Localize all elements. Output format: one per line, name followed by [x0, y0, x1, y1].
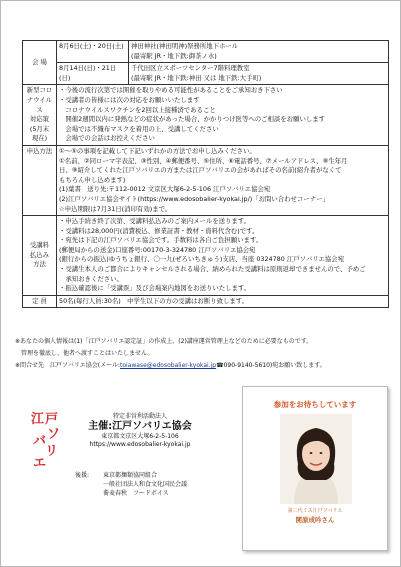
apply-label: 申込方法 [23, 145, 57, 215]
edo-sobalier-logo: 江 戸 ソ バ リ エ [31, 412, 61, 471]
course-info-table [22, 40, 389, 308]
privacy-note-2: 管理を徹底し、他者へ渡すことはいたしません。 [15, 350, 154, 357]
session2-place-name: 千代田区立スポーツセンター7階料理教室 [131, 64, 250, 73]
welcome-card [242, 386, 388, 551]
fee-label: 受講料 払込み 方法 [23, 216, 57, 296]
organizer-type: 特定非営利活動法人 [112, 413, 167, 420]
venue-row-2 [23, 63, 389, 85]
session2-place [129, 63, 389, 85]
session1-place-name: 神田神社(神田明神)祭務所地下ホール [131, 42, 239, 50]
session2-dates: 8月14日(日)・21日(日) [57, 63, 129, 85]
fee-content: ・申込手続き終了次第、受講料払込みのご案内メールを送ります。 ・受講料は28,000円(消費税込、修業証書・教材・資料代含む)です。 ・宛先は下記の江戸ソバリエ協会です。手数料は各自ご負担願います。 (郵便局からの送金)口座番号:00170-3-324780 江戸ソバリエ協会宛 (銀行からの振込)ゆうちょ銀行、〇一九(ぜろいちきゅう)支店、当座 0324780 江戸ソバリエ協会宛 ・受講生本人のご都合によりキャンセルされる場合、納められた受講料は原則返却できませんので、予めご 承知おきください。 ・振込確認後に「受講票」及び会場案内地図をお送りいたします。 [57, 216, 389, 296]
organizer-url[interactable]: https://www.edosobalier-kyokai.jp [89, 441, 191, 448]
apply-row [23, 145, 389, 215]
organizer-block [75, 413, 205, 449]
sponsors-label: 後援: [75, 472, 90, 479]
caption-name: 関原成吟さん [295, 516, 335, 524]
sponsor-2: 一般社団法人和食文化国民会議 [103, 481, 188, 488]
session1-place [129, 41, 389, 63]
fee-row [23, 216, 389, 296]
portrait-illustration [280, 414, 352, 504]
capacity-text: 50名(毎行人員:30名) 中学生以下の方の受講はお断り致します。 [57, 295, 389, 308]
capacity-label: 定 員 [23, 295, 57, 308]
privacy-note-1: ※あなたの個人情報は(1)「江戸ソバリエ認定証」の作成上、(2)講座運営管理上などのために必要なものです。 [15, 338, 313, 345]
session1-access: (最寄駅 JR・地下鉄:御茶ノ水) [131, 51, 217, 60]
venue-label: 会 場 [23, 41, 57, 85]
organizer-name: 主催:江戸ソバリエ協会 [88, 421, 192, 432]
capacity-row [23, 295, 389, 308]
inquiry-email-link[interactable]: toiawase@edosobalier-kyokai.jp [120, 362, 217, 369]
inquiry-note: ※問合せ先 江戸ソバリエ協会(メール:toiawase@edosobalier-kyokai.jp☎090-9140-5610)宛お願い致します。 [15, 362, 326, 369]
welcome-title: 参加をお待ちしています [273, 400, 357, 409]
sponsors-block [75, 471, 187, 498]
covid-row [23, 85, 389, 146]
covid-content: ・今後の流行次第では開催を取りやめる可能性があることをご承知おき下さい ・受講者の皆様には次の対応をお願いいたします コロナウイルスワクチンを2回以上接種済であること 開催2週間以内に発熱などの症状があった場合、かかりつけ医等へのご相談をお願いします 会場では不織布マスクを着用の上、受講してください 会場での会話はお控えください [57, 85, 389, 146]
portrait-photo [280, 414, 352, 504]
organizer-address: 東京都文京区大塚6-2-5-106 [101, 433, 179, 440]
sponsor-1: 東京都麺類協同組合 [103, 472, 158, 479]
covid-label: 新型コロ ナウイルス 対応策 (5月末 現在) [23, 85, 57, 146]
session1-dates: 8月6日(土)・20日(土) [57, 41, 129, 63]
caption-title: 第三代ミス江戸ソバリエ [287, 508, 343, 514]
sponsor-3: 蕎麦春秋 フードボイス [103, 490, 169, 497]
venue-row [23, 41, 389, 63]
session2-access: (最寄駅 JR・地下鉄:神田 又は 地下鉄:大手町) [131, 73, 262, 82]
apply-content: ①～⑤の事項を記載して下記いずれかの方法でお申し込みください。 ①名前、②同ローマ字表記、③性別、④郵便番号、⑤住所、⑥電話番号、⑦メールアドレス、⑧生年月 日、⑨紹介してくれた江戸ソバリエの方または江戸ソバリエの会があればその名前(紹介者がなくて もちろん申し込めます) (1)葉書 送り先:〒112-0012 文京区大塚6-2-5-106 江戸ソバリエ協会宛 (2)江戸ソバリエ協会サイト(https://www.edosobalier-kyokai.jp/)「お問い合わせコーナー」 ☆申込期限は7月31日(消印有効)まで。 [57, 145, 389, 215]
